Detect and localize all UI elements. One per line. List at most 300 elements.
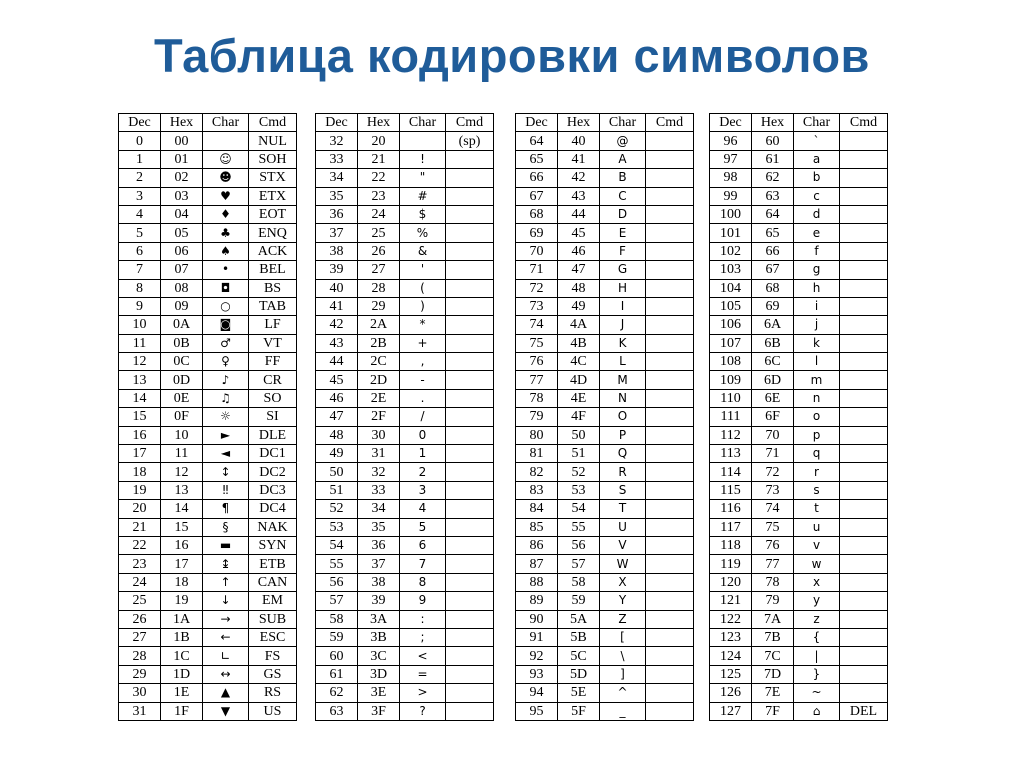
column-header-dec: Dec — [710, 114, 752, 132]
cell-cmd — [446, 518, 494, 536]
cell-hex: 41 — [558, 150, 600, 168]
table-row — [316, 610, 494, 628]
cell-cmd: BS — [249, 279, 297, 297]
cell-char: p — [794, 426, 840, 444]
cell-dec: 95 — [516, 702, 558, 720]
table-row — [710, 297, 888, 315]
cell-char: Y — [600, 592, 646, 610]
table-row — [119, 187, 297, 205]
cell-dec: 21 — [119, 518, 161, 536]
cell-dec: 24 — [119, 573, 161, 591]
cell-cmd — [840, 555, 888, 573]
cell-char: i — [794, 297, 840, 315]
cell-char: w — [794, 555, 840, 573]
cell-dec: 123 — [710, 628, 752, 646]
table-row — [710, 610, 888, 628]
cell-dec: 59 — [316, 628, 358, 646]
table-row — [710, 500, 888, 518]
cell-dec: 53 — [316, 518, 358, 536]
table-row — [119, 224, 297, 242]
cell-dec: 62 — [316, 684, 358, 702]
cell-hex: 14 — [161, 500, 203, 518]
cell-dec: 52 — [316, 500, 358, 518]
cell-hex: 03 — [161, 187, 203, 205]
cell-dec: 45 — [316, 371, 358, 389]
table-row — [316, 279, 494, 297]
cell-char: ♪ — [203, 371, 249, 389]
cell-cmd: CAN — [249, 573, 297, 591]
table-row — [316, 389, 494, 407]
cell-dec: 100 — [710, 205, 752, 223]
cell-cmd — [446, 702, 494, 720]
table-row — [710, 481, 888, 499]
cell-cmd — [646, 518, 694, 536]
table-row — [516, 426, 694, 444]
cell-dec: 10 — [119, 316, 161, 334]
cell-dec: 30 — [119, 684, 161, 702]
cell-hex: 51 — [558, 445, 600, 463]
cell-hex: 34 — [358, 500, 400, 518]
cell-char: ♀ — [203, 353, 249, 371]
cell-char: R — [600, 463, 646, 481]
cell-dec: 0 — [119, 132, 161, 150]
cell-cmd: ETX — [249, 187, 297, 205]
cell-cmd: ESC — [249, 628, 297, 646]
cell-dec: 60 — [316, 647, 358, 665]
table-row — [516, 555, 694, 573]
cell-dec: 99 — [710, 187, 752, 205]
cell-cmd — [840, 408, 888, 426]
cell-dec: 7 — [119, 261, 161, 279]
cell-cmd — [840, 279, 888, 297]
cell-dec: 107 — [710, 334, 752, 352]
table-row — [516, 261, 694, 279]
cell-hex: 58 — [558, 573, 600, 591]
cell-dec: 35 — [316, 187, 358, 205]
table-row — [119, 261, 297, 279]
cell-hex: 6E — [752, 389, 794, 407]
table-row — [119, 610, 297, 628]
table-row — [316, 132, 494, 150]
table-row — [119, 702, 297, 720]
cell-hex: 2A — [358, 316, 400, 334]
cell-hex: 06 — [161, 242, 203, 260]
cell-hex: 1B — [161, 628, 203, 646]
cell-char: 6 — [400, 536, 446, 554]
cell-cmd — [646, 205, 694, 223]
cell-dec: 71 — [516, 261, 558, 279]
table-row — [119, 297, 297, 315]
cell-dec: 98 — [710, 169, 752, 187]
cell-cmd — [840, 573, 888, 591]
cell-dec: 40 — [316, 279, 358, 297]
cell-cmd — [840, 334, 888, 352]
cell-cmd — [840, 445, 888, 463]
table-row — [710, 592, 888, 610]
cell-dec: 63 — [316, 702, 358, 720]
cell-dec: 80 — [516, 426, 558, 444]
cell-hex: 66 — [752, 242, 794, 260]
column-header-dec: Dec — [316, 114, 358, 132]
cell-cmd — [446, 371, 494, 389]
cell-cmd: TAB — [249, 297, 297, 315]
cell-dec: 65 — [516, 150, 558, 168]
table-row — [119, 647, 297, 665]
cell-hex: 0B — [161, 334, 203, 352]
cell-char: % — [400, 224, 446, 242]
table-row — [316, 426, 494, 444]
table-row — [710, 353, 888, 371]
cell-char: U — [600, 518, 646, 536]
cell-dec: 13 — [119, 371, 161, 389]
table-row — [119, 500, 297, 518]
cell-dec: 54 — [316, 536, 358, 554]
cell-hex: 4B — [558, 334, 600, 352]
cell-hex: 46 — [558, 242, 600, 260]
cell-hex: 75 — [752, 518, 794, 536]
table-row — [316, 224, 494, 242]
cell-dec: 125 — [710, 665, 752, 683]
cell-char: ( — [400, 279, 446, 297]
cell-char: 9 — [400, 592, 446, 610]
cell-dec: 44 — [316, 353, 358, 371]
cell-char: Z — [600, 610, 646, 628]
cell-char: c — [794, 187, 840, 205]
cell-cmd — [646, 334, 694, 352]
cell-cmd: FF — [249, 353, 297, 371]
table-row — [710, 408, 888, 426]
cell-hex: 25 — [358, 224, 400, 242]
table-row — [516, 500, 694, 518]
cell-dec: 101 — [710, 224, 752, 242]
cell-char: ! — [400, 150, 446, 168]
cell-char: ` — [794, 132, 840, 150]
cell-cmd — [646, 316, 694, 334]
cell-hex: 2C — [358, 353, 400, 371]
cell-char: { — [794, 628, 840, 646]
column-header-hex: Hex — [161, 114, 203, 132]
cell-hex: 27 — [358, 261, 400, 279]
table-row — [316, 500, 494, 518]
cell-char: | — [794, 647, 840, 665]
cell-cmd — [446, 500, 494, 518]
cell-hex: 1D — [161, 665, 203, 683]
cell-dec: 49 — [316, 445, 358, 463]
cell-cmd: DC4 — [249, 500, 297, 518]
cell-cmd — [446, 628, 494, 646]
cell-hex: 0F — [161, 408, 203, 426]
cell-cmd — [446, 205, 494, 223]
cell-char: [ — [600, 628, 646, 646]
cell-char: ▼ — [203, 702, 249, 720]
table-row — [316, 242, 494, 260]
cell-cmd — [446, 150, 494, 168]
cell-char: , — [400, 353, 446, 371]
cell-hex: 0A — [161, 316, 203, 334]
ascii-table-0-31 — [118, 113, 297, 721]
cell-hex: 33 — [358, 481, 400, 499]
table-row — [119, 684, 297, 702]
table-row — [710, 684, 888, 702]
table-row — [119, 205, 297, 223]
table-row — [516, 224, 694, 242]
cell-cmd: ENQ — [249, 224, 297, 242]
cell-hex: 78 — [752, 573, 794, 591]
cell-char: B — [600, 169, 646, 187]
cell-char: n — [794, 389, 840, 407]
table-row — [710, 224, 888, 242]
table-row — [516, 610, 694, 628]
table-row — [516, 592, 694, 610]
cell-cmd — [840, 316, 888, 334]
cell-dec: 38 — [316, 242, 358, 260]
cell-char: : — [400, 610, 446, 628]
cell-cmd — [646, 536, 694, 554]
cell-char: b — [794, 169, 840, 187]
cell-cmd: DEL — [840, 702, 888, 720]
table-row — [516, 132, 694, 150]
cell-cmd — [446, 169, 494, 187]
cell-char: # — [400, 187, 446, 205]
table-row — [710, 665, 888, 683]
cell-char: H — [600, 279, 646, 297]
cell-dec: 120 — [710, 573, 752, 591]
cell-dec: 18 — [119, 463, 161, 481]
cell-hex: 1F — [161, 702, 203, 720]
cell-cmd — [646, 224, 694, 242]
cell-dec: 34 — [316, 169, 358, 187]
table-row — [710, 445, 888, 463]
cell-dec: 41 — [316, 297, 358, 315]
cell-dec: 76 — [516, 353, 558, 371]
cell-cmd — [840, 426, 888, 444]
cell-dec: 33 — [316, 150, 358, 168]
cell-char: * — [400, 316, 446, 334]
cell-hex: 53 — [558, 481, 600, 499]
cell-hex: 70 — [752, 426, 794, 444]
cell-hex: 68 — [752, 279, 794, 297]
cell-dec: 42 — [316, 316, 358, 334]
cell-dec: 90 — [516, 610, 558, 628]
cell-hex: 6A — [752, 316, 794, 334]
cell-cmd — [646, 463, 694, 481]
table-row — [316, 463, 494, 481]
cell-hex: 7E — [752, 684, 794, 702]
cell-dec: 1 — [119, 150, 161, 168]
cell-dec: 110 — [710, 389, 752, 407]
cell-char: x — [794, 573, 840, 591]
cell-dec: 97 — [710, 150, 752, 168]
cell-cmd: ACK — [249, 242, 297, 260]
cell-char: V — [600, 536, 646, 554]
cell-dec: 8 — [119, 279, 161, 297]
cell-char: ○ — [203, 297, 249, 315]
cell-hex: 18 — [161, 573, 203, 591]
cell-cmd — [646, 297, 694, 315]
cell-dec: 108 — [710, 353, 752, 371]
cell-cmd — [840, 518, 888, 536]
cell-dec: 50 — [316, 463, 358, 481]
cell-char: N — [600, 389, 646, 407]
cell-hex: 48 — [558, 279, 600, 297]
cell-hex: 45 — [558, 224, 600, 242]
table-row — [119, 279, 297, 297]
cell-cmd: US — [249, 702, 297, 720]
table-row — [516, 665, 694, 683]
cell-char: r — [794, 463, 840, 481]
cell-dec: 103 — [710, 261, 752, 279]
cell-cmd — [646, 389, 694, 407]
table-row — [119, 242, 297, 260]
cell-hex: 7A — [752, 610, 794, 628]
cell-char: L — [600, 353, 646, 371]
cell-char: Q — [600, 445, 646, 463]
cell-hex: 3F — [358, 702, 400, 720]
cell-cmd — [446, 279, 494, 297]
cell-cmd — [446, 297, 494, 315]
table-row — [710, 426, 888, 444]
table-row — [316, 261, 494, 279]
cell-char: f — [794, 242, 840, 260]
table-row — [710, 132, 888, 150]
cell-char: § — [203, 518, 249, 536]
cell-hex: 3A — [358, 610, 400, 628]
cell-hex: 7D — [752, 665, 794, 683]
cell-hex: 47 — [558, 261, 600, 279]
table-row — [316, 702, 494, 720]
cell-cmd — [446, 463, 494, 481]
cell-char: ◘ — [203, 279, 249, 297]
column-header-cmd: Cmd — [446, 114, 494, 132]
table-row — [316, 481, 494, 499]
cell-char: S — [600, 481, 646, 499]
cell-hex: 13 — [161, 481, 203, 499]
cell-cmd — [646, 445, 694, 463]
cell-char: ∟ — [203, 647, 249, 665]
cell-char: } — [794, 665, 840, 683]
cell-dec: 79 — [516, 408, 558, 426]
cell-cmd — [446, 224, 494, 242]
table-row — [316, 647, 494, 665]
cell-hex: 76 — [752, 536, 794, 554]
cell-cmd: SO — [249, 389, 297, 407]
cell-char: F — [600, 242, 646, 260]
cell-dec: 82 — [516, 463, 558, 481]
cell-hex: 3E — [358, 684, 400, 702]
cell-cmd — [646, 279, 694, 297]
cell-char: ♫ — [203, 389, 249, 407]
cell-cmd — [840, 205, 888, 223]
cell-cmd — [646, 242, 694, 260]
cell-dec: 27 — [119, 628, 161, 646]
cell-char: ↔ — [203, 665, 249, 683]
cell-hex: 62 — [752, 169, 794, 187]
table-row — [710, 261, 888, 279]
cell-char: ◙ — [203, 316, 249, 334]
cell-dec: 106 — [710, 316, 752, 334]
cell-char: " — [400, 169, 446, 187]
table-row — [710, 169, 888, 187]
table-row — [710, 555, 888, 573]
cell-cmd — [840, 261, 888, 279]
cell-dec: 17 — [119, 445, 161, 463]
table-row — [119, 592, 297, 610]
table-row — [119, 628, 297, 646]
cell-char: ▬ — [203, 536, 249, 554]
cell-hex: 7C — [752, 647, 794, 665]
table-header-row — [516, 114, 694, 132]
cell-hex: 6B — [752, 334, 794, 352]
cell-hex: 32 — [358, 463, 400, 481]
cell-dec: 22 — [119, 536, 161, 554]
cell-cmd — [646, 371, 694, 389]
cell-dec: 87 — [516, 555, 558, 573]
table-row — [316, 150, 494, 168]
cell-cmd — [840, 684, 888, 702]
cell-cmd: EOT — [249, 205, 297, 223]
column-header-char: Char — [794, 114, 840, 132]
table-row — [710, 389, 888, 407]
table-row — [710, 536, 888, 554]
cell-char: ♂ — [203, 334, 249, 352]
cell-cmd — [646, 628, 694, 646]
cell-char: & — [400, 242, 446, 260]
cell-hex: 5B — [558, 628, 600, 646]
cell-char: ↓ — [203, 592, 249, 610]
table-row — [119, 408, 297, 426]
cell-cmd — [646, 408, 694, 426]
cell-char: D — [600, 205, 646, 223]
cell-dec: 36 — [316, 205, 358, 223]
cell-dec: 124 — [710, 647, 752, 665]
cell-cmd — [840, 132, 888, 150]
cell-char: g — [794, 261, 840, 279]
table-row — [119, 132, 297, 150]
cell-hex: 30 — [358, 426, 400, 444]
cell-hex: 65 — [752, 224, 794, 242]
cell-dec: 127 — [710, 702, 752, 720]
cell-cmd — [840, 610, 888, 628]
cell-char: @ — [600, 132, 646, 150]
table-row — [119, 316, 297, 334]
table-row — [710, 628, 888, 646]
table-header-row — [710, 114, 888, 132]
cell-cmd: ETB — [249, 555, 297, 573]
cell-cmd: SYN — [249, 536, 297, 554]
cell-hex: 04 — [161, 205, 203, 223]
table-row — [710, 205, 888, 223]
ascii-table-64-95 — [515, 113, 694, 721]
table-row — [516, 169, 694, 187]
cell-char: _ — [600, 702, 646, 720]
column-header-char: Char — [203, 114, 249, 132]
cell-cmd — [840, 647, 888, 665]
table-row — [516, 408, 694, 426]
cell-hex: 21 — [358, 150, 400, 168]
cell-cmd: (sp) — [446, 132, 494, 150]
cell-hex: 02 — [161, 169, 203, 187]
cell-char: ☺ — [203, 150, 249, 168]
cell-char: k — [794, 334, 840, 352]
cell-char: ' — [400, 261, 446, 279]
table-row — [516, 481, 694, 499]
cell-char: ; — [400, 628, 446, 646]
cell-char: ▲ — [203, 684, 249, 702]
cell-hex: 64 — [752, 205, 794, 223]
cell-hex: 07 — [161, 261, 203, 279]
cell-cmd — [446, 187, 494, 205]
cell-cmd: SI — [249, 408, 297, 426]
